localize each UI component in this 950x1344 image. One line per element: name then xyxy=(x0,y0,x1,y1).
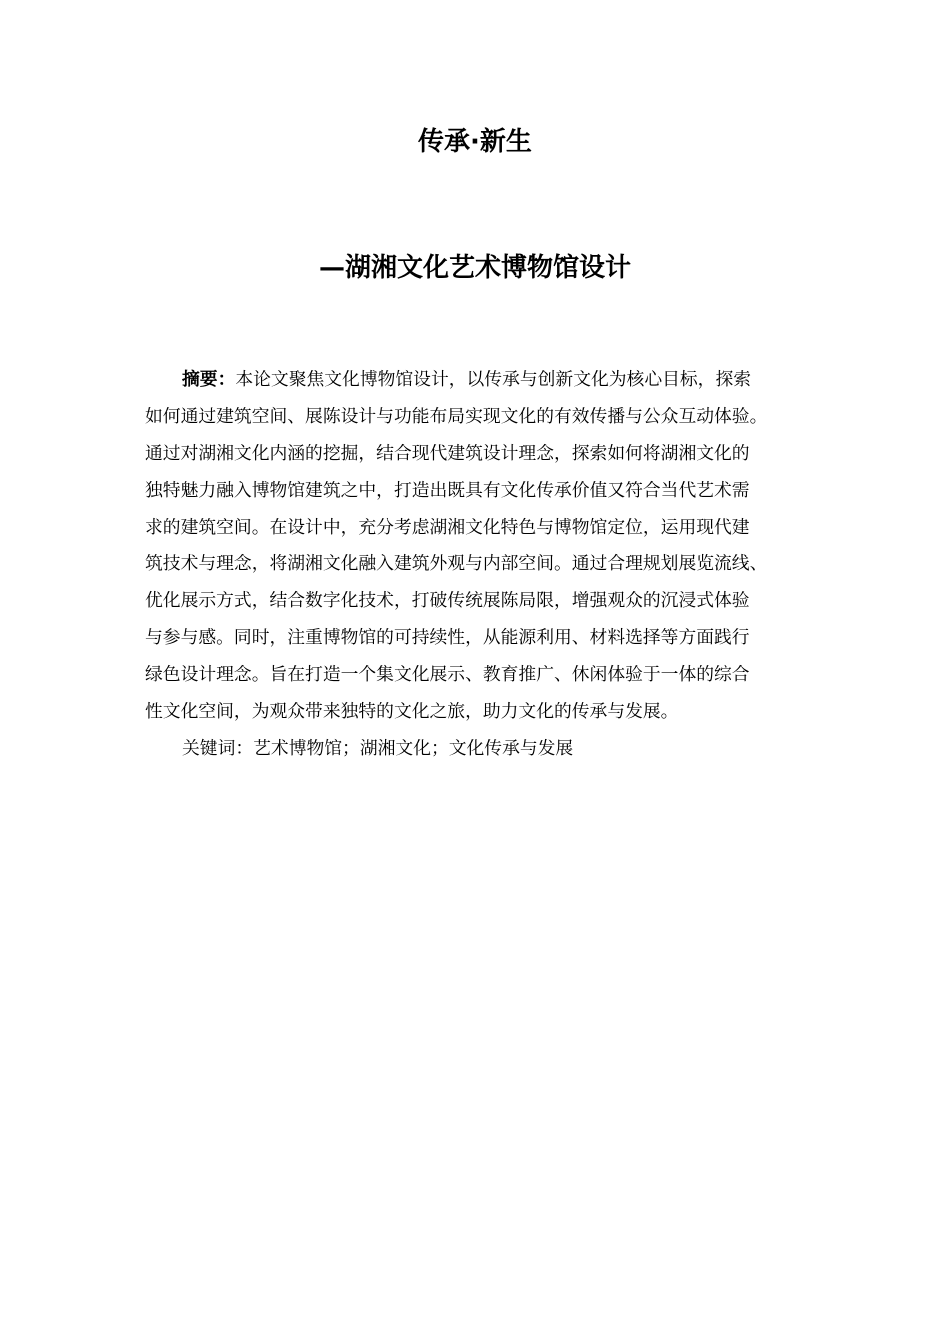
abstract-line: 如何通过建筑空间、展陈设计与功能布局实现文化的有效传播与公众互动体验。 xyxy=(145,405,768,427)
keywords-line: 关键词：艺术博物馆；湖湘文化；文化传承与发展 xyxy=(182,738,574,759)
abstract-paragraph xyxy=(145,362,807,731)
abstract-line: 与参与感。同时，注重博物馆的可持续性，从能源利用、材料选择等方面践行 xyxy=(145,627,750,649)
abstract-line: 筑技术与理念，将湖湘文化融入建筑外观与内部空间。通过合理规划展览流线、 xyxy=(145,553,768,575)
abstract-line: 优化展示方式，结合数字化技术，打破传统展陈局限，增强观众的沉浸式体验 xyxy=(145,590,750,612)
abstract-line: 求的建筑空间。在设计中，充分考虑湖湘文化特色与博物馆定位，运用现代建 xyxy=(145,516,750,538)
abstract-line: 独特魅力融入博物馆建筑之中，打造出既具有文化传承价值又符合当代艺术需 xyxy=(145,479,750,501)
abstract-text: 本论文聚焦文化博物馆设计，以传承与创新文化为核心目标，探索 xyxy=(235,369,752,390)
abstract-line xyxy=(145,362,807,399)
abstract-line: 性文化空间，为观众带来独特的文化之旅，助力文化的传承与发展。 xyxy=(145,701,679,723)
abstract-line: 通过对湖湘文化内涵的挖掘，结合现代建筑设计理念，探索如何将湖湘文化的 xyxy=(145,442,750,464)
page-title: 传承·新生 xyxy=(418,127,532,157)
abstract-line: 绿色设计理念。旨在打造一个集文化展示、教育推广、休闲体验于一体的综合 xyxy=(145,664,750,686)
abstract-label: 摘要： xyxy=(182,369,236,390)
page-subtitle: —湖湘文化艺术博物馆设计 xyxy=(318,253,631,283)
